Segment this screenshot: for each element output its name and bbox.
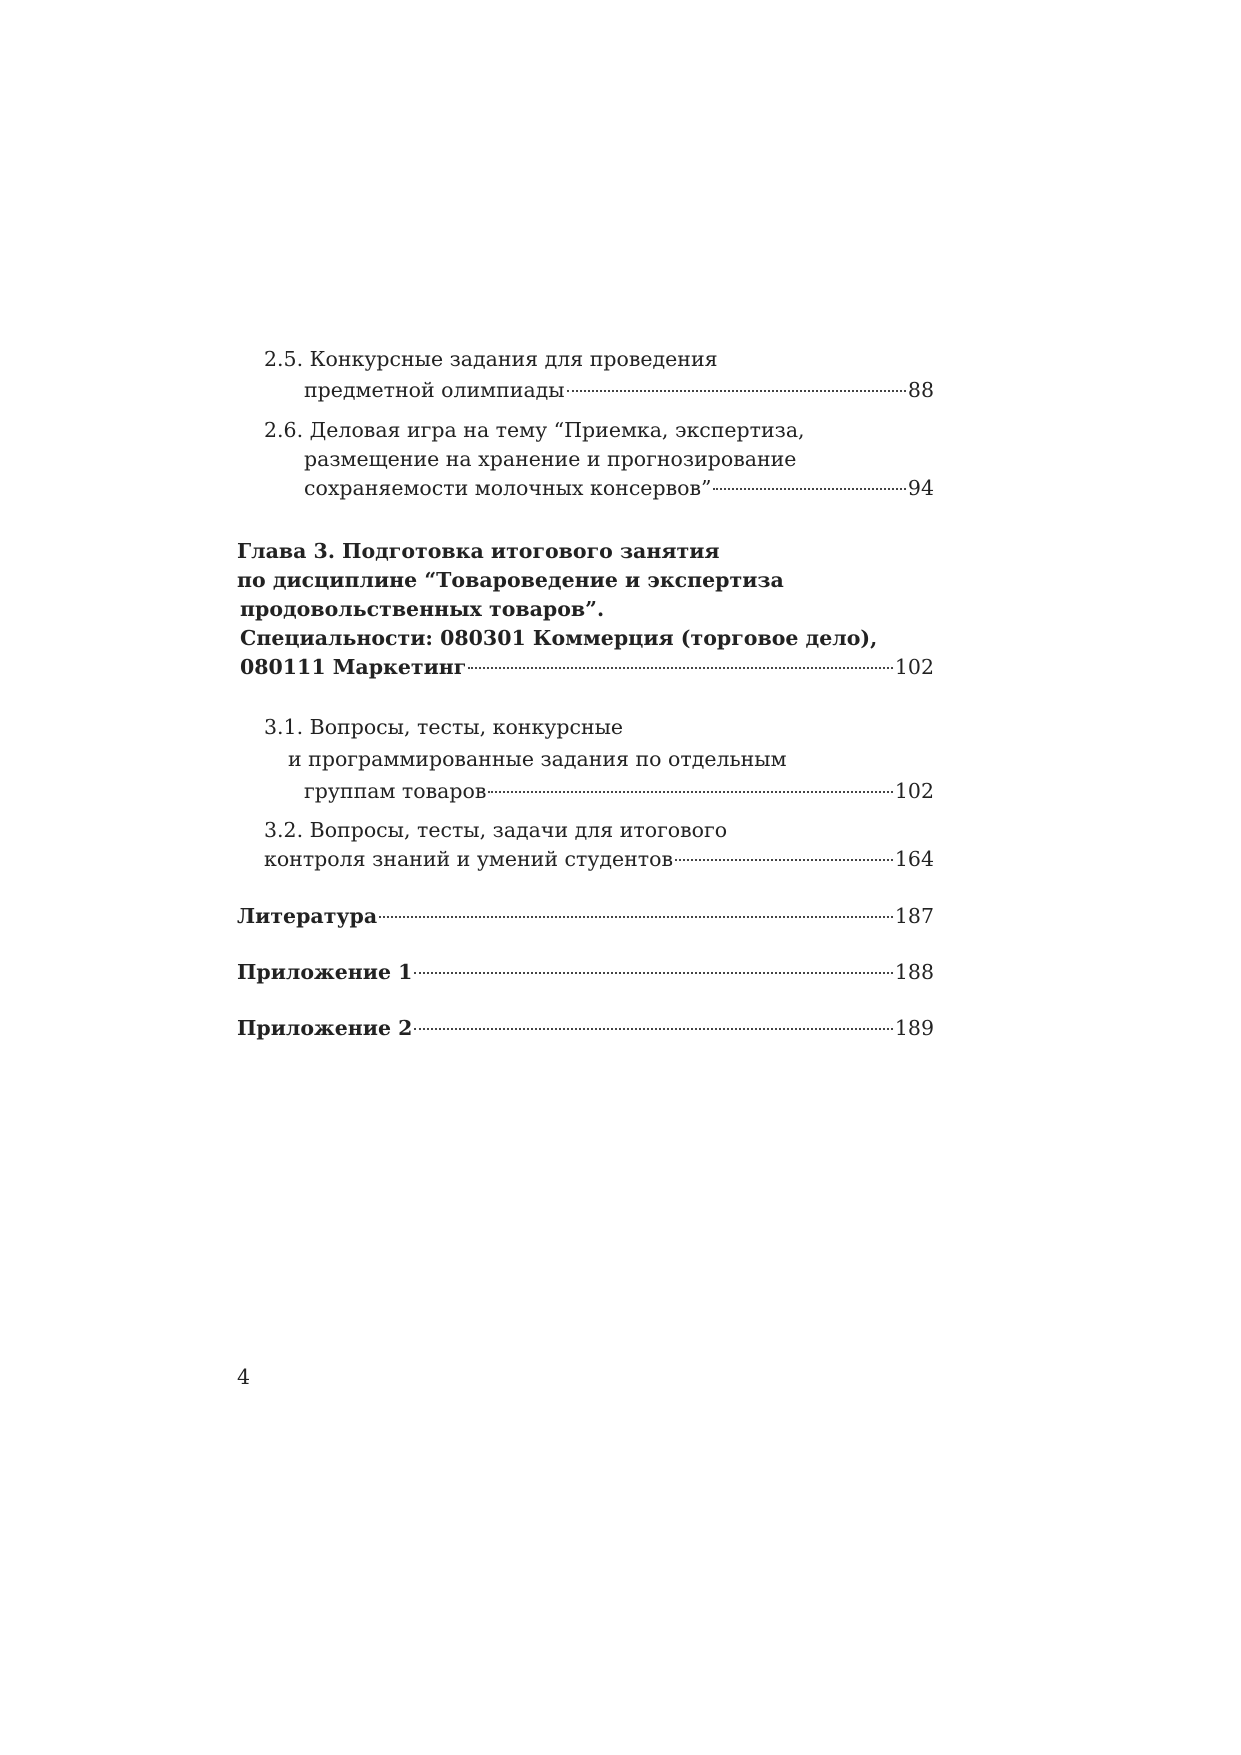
dot-leader — [468, 667, 893, 669]
toc-page-number: 187 — [894, 904, 934, 928]
toc-text: предметной олимпиады — [304, 378, 565, 402]
toc-text: размещение на хранение и прогнозирование — [304, 447, 797, 471]
toc-text: Глава 3. Подготовка итогового занятия — [237, 539, 720, 563]
toc-text: 3.2. Вопросы, тесты, задачи для итогового — [264, 818, 728, 842]
toc-text: по дисциплине “Товароведение и экспертиза — [237, 568, 784, 592]
dot-leader — [567, 390, 906, 392]
toc-text: группам товаров — [304, 779, 487, 803]
toc-text: 2.6. Деловая игра на тему “Приемка, экспертиза, — [264, 418, 805, 442]
dot-leader — [488, 791, 892, 793]
toc-chapter-3-line3 — [240, 594, 934, 624]
toc-entry-2-6-line2 — [304, 444, 934, 474]
toc-text: 3.1. Вопросы, тесты, конкурсные — [264, 715, 624, 739]
toc-chapter-3-line4 — [240, 623, 934, 653]
toc-entry-3-2-line1 — [264, 815, 934, 845]
toc-text: и программированные задания по отдельным — [288, 747, 787, 771]
toc-page-number: 102 — [894, 655, 934, 679]
toc-page-number: 164 — [894, 847, 934, 871]
toc-text: сохраняемости молочных консервов” — [304, 476, 712, 500]
toc-page-number: 189 — [894, 1016, 934, 1040]
dot-leader — [414, 972, 892, 974]
dot-leader — [379, 916, 893, 918]
toc-literature[interactable] — [237, 901, 934, 931]
toc-page-number: 188 — [894, 960, 934, 984]
toc-page-number: 102 — [894, 779, 934, 803]
toc-entry-2-6-line3[interactable] — [304, 473, 934, 503]
toc-chapter-3-line1 — [237, 536, 934, 566]
dot-leader — [675, 859, 893, 861]
toc-chapter-3-line2 — [237, 565, 934, 595]
toc-entry-2-5-line1 — [264, 344, 934, 374]
toc-page-number: 88 — [907, 378, 934, 402]
toc-text: Специальности: 080301 Коммерция (торговое дело), — [240, 626, 878, 650]
toc-text: продовольственных товаров”. — [240, 597, 605, 621]
toc-appendix-2[interactable] — [237, 1013, 934, 1043]
toc-entry-3-1-line3[interactable] — [304, 776, 934, 806]
toc-chapter-3-line5[interactable] — [240, 652, 934, 682]
toc-entry-3-2-line2[interactable] — [264, 844, 934, 874]
toc-entry-2-5-line2[interactable] — [304, 375, 934, 405]
toc-entry-3-1-line1 — [264, 712, 934, 742]
toc-text: 080111 Маркетинг — [240, 655, 467, 679]
toc-appendix-1[interactable] — [237, 957, 934, 987]
toc-entry-2-6-line1 — [264, 415, 934, 445]
toc-page-number: 94 — [907, 476, 934, 500]
dot-leader — [713, 488, 905, 490]
toc-text: Литература — [237, 904, 378, 928]
toc-text: контроля знаний и умений студентов — [264, 847, 674, 871]
toc-text: Приложение 2 — [237, 1016, 413, 1040]
toc-entry-3-1-line2 — [288, 744, 934, 774]
dot-leader — [414, 1028, 892, 1030]
page-number: 4 — [237, 1365, 251, 1389]
toc-text: Приложение 1 — [237, 960, 413, 984]
toc-text: 2.5. Конкурсные задания для проведения — [264, 347, 718, 371]
